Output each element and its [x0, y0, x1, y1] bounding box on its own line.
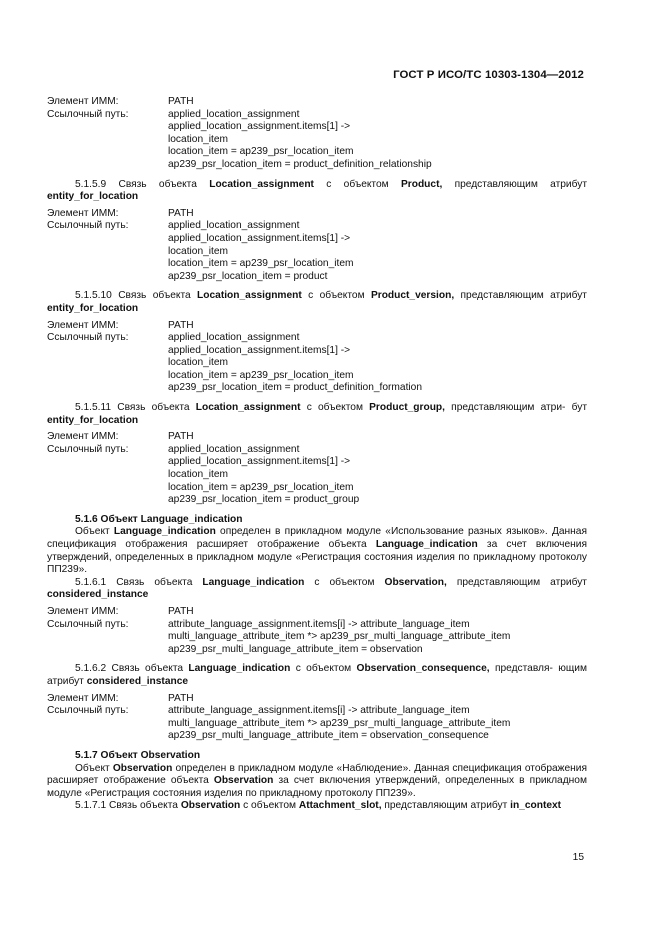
element-label: Элемент ИММ:	[47, 692, 119, 704]
ref-path-line: applied_location_assignment.items[1] ->	[168, 456, 351, 468]
mapping-block-2	[47, 208, 587, 284]
ref-path-line: ap239_psr_location_item = product_definition_formation	[168, 382, 423, 394]
element-label: Элемент ИММ:	[47, 96, 119, 107]
paragraph-5-1-5-11: 5.1.5.11 Связь объекта Location_assignment с объектом Product_group, представляющим атри- бут entity_for_location	[47, 402, 587, 426]
ref-path-line: attribute_language_assignment.items[i] -> attribute_language_item	[168, 705, 470, 717]
ref-path-line: location_item = ap239_psr_location_item	[168, 258, 354, 270]
ref-path-line: attribute_language_assignment.items[i] -> attribute_language_item	[168, 618, 470, 630]
ref-path-label: Ссылочный путь:	[47, 332, 129, 344]
ref-path-line: applied_location_assignment.items[1] ->	[168, 232, 351, 244]
element-value: PATH	[168, 431, 194, 443]
section-heading-5-1-6: 5.1.6 Объект Language_indication	[75, 513, 243, 525]
paragraph-5-1-6-1: 5.1.6.1 Связь объекта Language_indication с объектом Observation, представляющим атрибут considered_instance	[47, 576, 587, 601]
document-header: ГОСТ Р ИСО/ТС 10303-1304—2012	[393, 69, 584, 81]
ref-path-line: ap239_psr_location_item = product	[168, 270, 328, 282]
ref-path-line: applied_location_assignment	[168, 332, 300, 344]
element-value: PATH	[168, 319, 194, 331]
mapping-block-3	[47, 320, 587, 396]
ref-path-line: location_item	[168, 357, 229, 369]
section-heading-5-1-7: 5.1.7 Объект Observation	[75, 749, 201, 761]
ref-path-line: ap239_psr_multi_language_attribute_item = observation	[168, 643, 423, 655]
element-label: Элемент ИММ:	[47, 605, 119, 617]
ref-path-label: Ссылочный путь:	[47, 618, 129, 630]
element-value: PATH	[168, 207, 194, 219]
element-value: PATH	[168, 605, 194, 617]
ref-path-label: Ссылочный путь:	[47, 443, 129, 455]
paragraph-5-1-5-10: 5.1.5.10 Связь объекта Location_assignment с объектом Product_version, представляющим атрибут entity_for_location	[47, 290, 587, 314]
ref-path-line: location_item = ap239_psr_location_item	[168, 369, 354, 381]
element-value: PATH	[168, 692, 194, 704]
ref-path-line: applied_location_assignment	[168, 220, 300, 232]
ref-path-line: applied_location_assignment.items[1] ->	[168, 344, 351, 356]
ref-path-line: location_item	[168, 469, 229, 481]
ref-path-line: location_item = ap239_psr_location_item	[168, 146, 354, 158]
ref-path-line: location_item	[168, 133, 229, 145]
mapping-block-5	[47, 606, 587, 656]
mapping-block-1	[47, 96, 587, 172]
document-body	[47, 96, 587, 813]
ref-path-line: ap239_psr_location_item = product_definition_relationship	[168, 158, 432, 170]
paragraph-5-1-7-1: 5.1.7.1 Связь объекта Observation с объектом Attachment_slot, представляющим атрибут in_context	[75, 800, 562, 812]
element-label: Элемент ИММ:	[47, 207, 119, 219]
ref-path-line: applied_location_assignment	[168, 443, 300, 455]
paragraph-5-1-6: Объект Language_indication определен в прикладном модуле «Использование разных языков». Данная спецификация отображения расширяет отображение объекта Language_indication за счет включения утверждений, определенных в прикладном модуле «Регистрация состояния изделия по прикладному протоколу ПП239».	[47, 526, 587, 576]
ref-path-label: Ссылочный путь:	[47, 220, 129, 232]
ref-path-line: ap239_psr_multi_language_attribute_item = observation_consequence	[168, 730, 489, 742]
ref-path-line: location_item	[168, 245, 229, 257]
mapping-block-4	[47, 431, 587, 507]
element-label: Элемент ИММ:	[47, 319, 119, 331]
element-value: PATH	[168, 96, 194, 107]
ref-path-line: multi_language_attribute_item *> ap239_psr_multi_language_attribute_item	[168, 631, 511, 643]
paragraph-5-1-6-2: 5.1.6.2 Связь объекта Language_indication с объектом Observation_consequence, представля- ющим атрибут considered_instance	[47, 663, 587, 687]
ref-path-line: multi_language_attribute_item *> ap239_psr_multi_language_attribute_item	[168, 717, 511, 729]
ref-path-line: applied_location_assignment.items[1] ->	[168, 121, 351, 133]
ref-path-line: applied_location_assignment	[168, 108, 300, 120]
paragraph-5-1-7: Объект Observation определен в прикладном модуле «Наблюдение». Данная спецификация отображения расширяет отображение объекта Observation за счет включения утверждений, определенных в прикладном модуле «Регистрация состояния изделия по прикладному протоколу ПП239».	[47, 762, 587, 799]
ref-path-line: location_item = ap239_psr_location_item	[168, 481, 354, 493]
mapping-block-6	[47, 693, 587, 743]
ref-path-label: Ссылочный путь:	[47, 705, 129, 717]
ref-path-label: Ссылочный путь:	[47, 108, 129, 120]
page-number: 15	[572, 852, 584, 863]
ref-path-line: ap239_psr_location_item = product_group	[168, 494, 360, 506]
paragraph-5-1-5-9: 5.1.5.9 Связь объекта Location_assignment с объектом Product, представляющим атрибут entity_for_location	[47, 178, 587, 203]
element-label: Элемент ИММ:	[47, 431, 119, 443]
